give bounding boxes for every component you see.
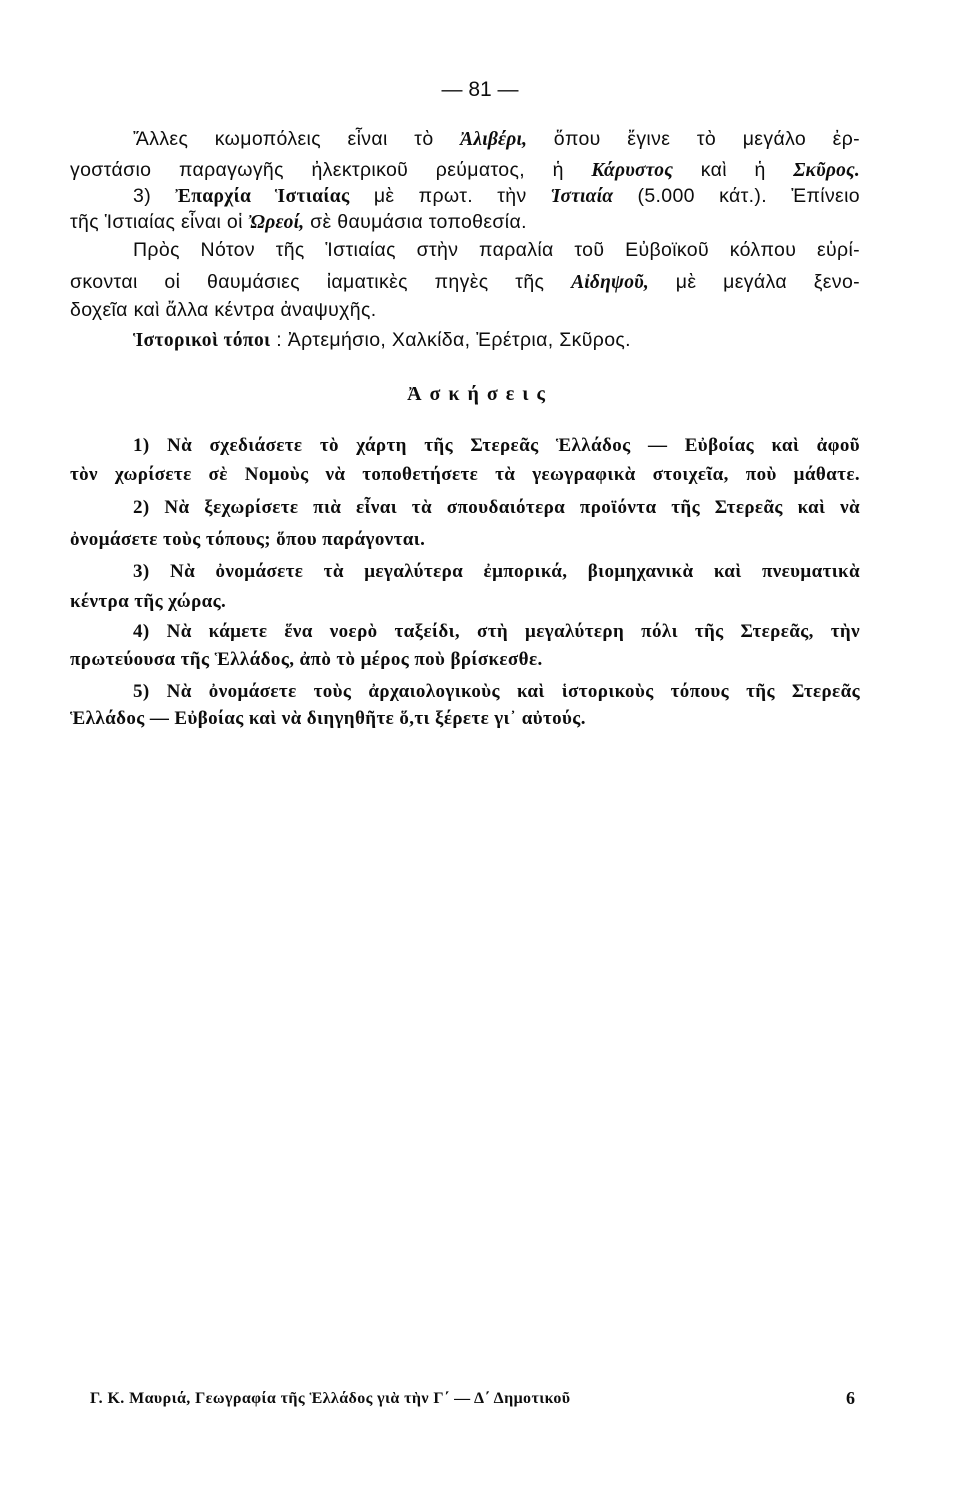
exercise-5-line-2: Ἑλλάδος — Εὐβοίας καὶ νὰ διηγηθῆτε ὅ,τι ξέρετε γι᾽ αὐτούς. (70, 708, 586, 729)
footer-credit: Γ. Κ. Μαυριά, Γεωγραφία τῆς Ἑλλάδος γιὰ τὴν Γ΄ — Δ΄ Δημοτικοῦ (90, 1390, 571, 1407)
exercise-1-line-2: τὸν χωρίσετε σὲ Νομοὺς νὰ τοποθετήσετε τὰ γεωγραφικὰ στοιχεῖα, ποὺ μάθατε. (70, 464, 860, 485)
signature-mark: 6 (846, 1388, 855, 1408)
exercise-4-line-2: πρωτεύουσα τῆς Ἑλλάδος, ἀπὸ τὸ μέρος ποὺ βρίσκεσθε. (70, 649, 543, 670)
exercise-4-line-1: 4) Νὰ κάμετε ἕνα νοερὸ ταξείδι, στὴ μεγαλύτερη πόλι τῆς Στερεᾶς, τὴν (133, 621, 860, 642)
text-line: Ἄλλες κωμοπόλεις εἶναι τὸ Ἀλιβέρι, ὅπου ἔγινε τὸ μεγάλο ἐρ- (133, 128, 860, 150)
page-number: — 81 — (441, 78, 519, 101)
exercises-heading: Ἀσκήσεις (407, 383, 553, 405)
exercise-5-line-1: 5) Νὰ ὀνομάσετε τοὺς ἀρχαιολογικοὺς καὶ ἱστορικοὺς τόπους τῆς Στερεᾶς (133, 681, 860, 702)
text-line: Ἱστορικοὶ τόποι : Ἀρτεμήσιο, Χαλκίδα, Ἐρέτρια, Σκῦρος. (133, 329, 631, 351)
text-line: γοστάσιο παραγωγῆς ἠλεκτρικοῦ ρεύματος, ἡ Κάρυστος καὶ ἡ Σκῦρος. (70, 159, 860, 181)
exercise-2-line-1: 2) Νὰ ξεχωρίσετε πιὰ εἶναι τὰ σπουδαιότερα προϊόντα τῆς Στερεᾶς καὶ νὰ (133, 497, 860, 518)
exercise-2-line-2: ὀνομάσετε τοὺς τόπους; ὅπου παράγονται. (70, 529, 426, 550)
text-line: Πρὸς Νότον τῆς Ἱστιαίας στὴν παραλία τοῦ Εὐβοϊκοῦ κόλπου εὑρί- (133, 239, 860, 261)
text-line: δοχεῖα καὶ ἄλλα κέντρα ἀναψυχῆς. (70, 299, 377, 321)
text-line: 3) Ἐπαρχία Ἱστιαίας μὲ πρωτ. τὴν Ἱστιαία (5.000 κάτ.). Ἐπίνειο (133, 185, 860, 207)
exercise-3-line-2: κέντρα τῆς χώρας. (70, 591, 227, 612)
exercise-3-line-1: 3) Νὰ ὀνομάσετε τὰ μεγαλύτερα ἐμπορικά, βιομηχανικὰ καὶ πνευματικὰ (133, 561, 860, 582)
exercise-1-line-1: 1) Νὰ σχεδιάσετε τὸ χάρτη τῆς Στερεᾶς Ἑλλάδος — Εὐβοίας καὶ ἀφοῦ (133, 435, 860, 456)
text-line: σκονται οἱ θαυμάσιες ἰαματικὲς πηγὲς τῆς Αἰδηψοῦ, μὲ μεγάλα ξενο- (70, 271, 860, 293)
text-line: τῆς Ἱστιαίας εἶναι οἱ Ὠρεοί, σὲ θαυμάσια τοποθεσία. (70, 211, 527, 233)
